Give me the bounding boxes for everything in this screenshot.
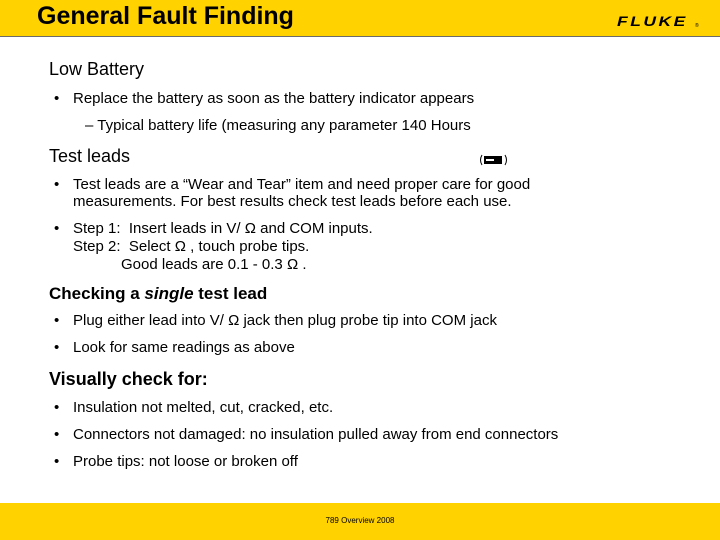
battery-icon [479, 154, 509, 166]
heading-single-lead-post: test lead [193, 284, 268, 303]
page-title: General Fault Finding [37, 2, 294, 30]
test-leads-item-line2: measurements. For best results check test leads before each use. [73, 193, 512, 210]
step-2: Step 2: Select Ω , touch probe tips. [73, 238, 310, 255]
bullet: • [54, 312, 60, 329]
visual-item1: Insulation not melted, cut, cracked, etc. [73, 399, 334, 416]
step-1: Step 1: Insert leads in V/ Ω and COM inputs. [73, 220, 373, 237]
heading-low-battery: Low Battery [49, 59, 145, 79]
visual-item2: Connectors not damaged: no insulation pulled away from end connectors [73, 426, 559, 443]
bullet: • [54, 339, 60, 356]
bullet: • [54, 453, 60, 470]
heading-single-lead [49, 283, 267, 305]
heading-single-lead-em: single [144, 284, 194, 303]
test-leads-item-line1: Test leads are a “Wear and Tear” item and need proper care for good [73, 176, 531, 193]
bullet: • [54, 90, 60, 107]
logo-trademark: ® [695, 23, 699, 29]
heading-visual-check: Visually check for: [49, 369, 208, 389]
fluke-logo: FLUKE [617, 13, 688, 29]
battery-life-subitem: – Typical battery life (measuring any parameter 140 Hours [85, 117, 471, 134]
heading-single-lead-pre: Checking a [49, 284, 145, 303]
heading-test-leads: Test leads [49, 146, 131, 166]
single-lead-item2: Look for same readings as above [73, 339, 295, 356]
footer-text: 789 Overview 2008 [325, 516, 395, 525]
good-leads-range: Good leads are 0.1 - 0.3 Ω . [121, 256, 307, 273]
bullet: • [54, 399, 60, 416]
header-bar [0, 0, 720, 37]
bullet: • [54, 220, 60, 237]
single-lead-item1: Plug either lead into V/ Ω jack then plug probe tip into COM jack [73, 312, 497, 329]
bullet: • [54, 426, 60, 443]
low-battery-item: Replace the battery as soon as the battery indicator appears [73, 90, 475, 107]
bullet: • [54, 176, 60, 193]
visual-item3: Probe tips: not loose or broken off [73, 453, 298, 470]
